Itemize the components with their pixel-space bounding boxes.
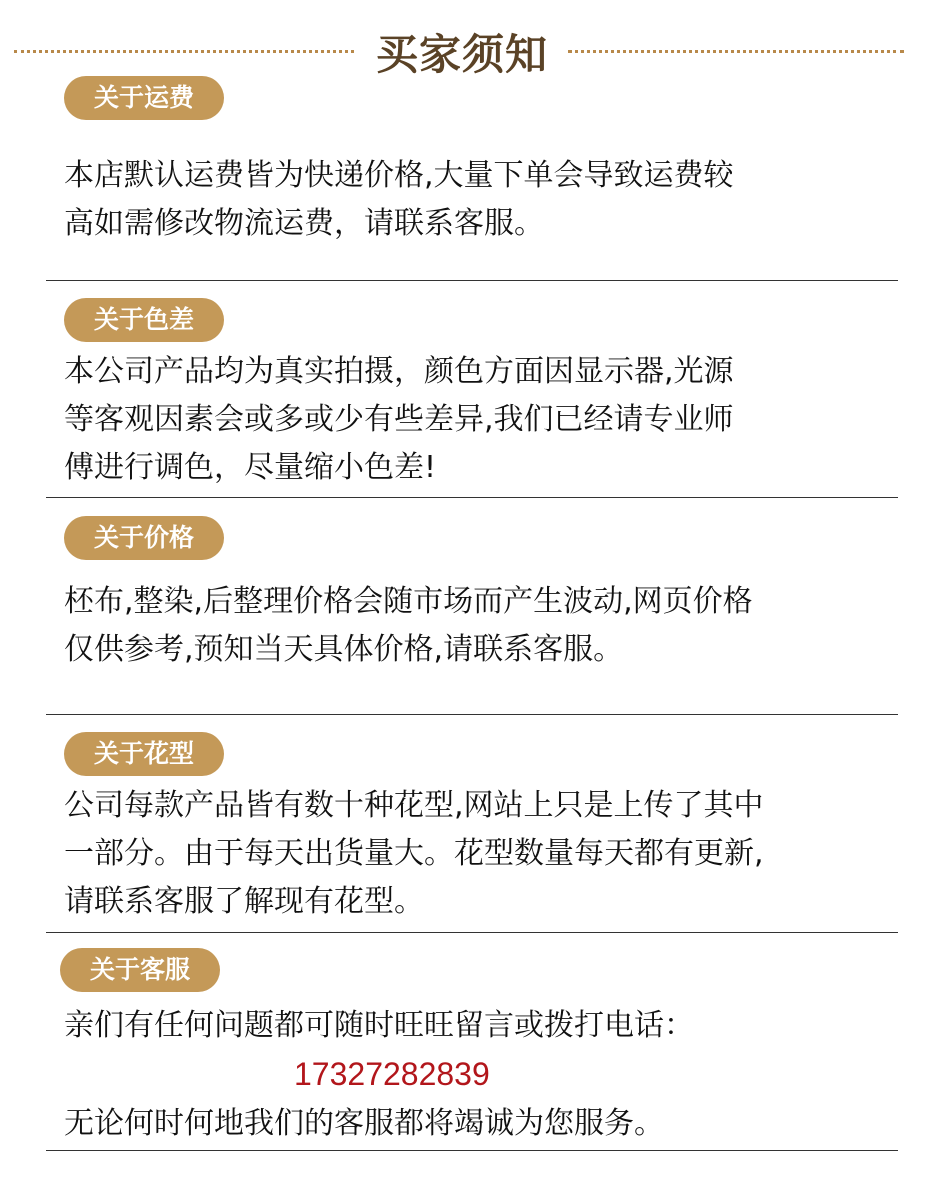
color-line-1: 本公司产品均为真实拍摄，颜色方面因显示器,光源 [64, 354, 734, 389]
divider [46, 1150, 898, 1151]
service-text-1: 亲们有任何问题都可随时旺旺留言或拨打电话： [64, 1008, 694, 1043]
dotted-line-right [568, 50, 904, 53]
page-title: 买家须知 [375, 30, 548, 79]
pattern-line-2: 一部分。由于每天出货量大。花型数量每天都有更新, [64, 836, 764, 871]
shipping-text [64, 152, 900, 248]
badge-color-difference: 关于色差 [64, 298, 224, 342]
badge-pattern: 关于花型 [64, 732, 224, 776]
phone-number: 17327282839 [294, 1056, 490, 1092]
dotted-line-left [14, 50, 354, 53]
price-text [64, 578, 900, 674]
badge-customer-service: 关于客服 [60, 948, 220, 992]
shipping-line-2: 高如需修改物流运费，请联系客服。 [64, 206, 544, 241]
divider [46, 280, 898, 281]
pattern-line-3: 请联系客服了解现有花型。 [64, 884, 424, 919]
badge-shipping: 关于运费 [64, 76, 224, 120]
price-line-1: 柸布,整染,后整理价格会随市场而产生波动,网页价格 [64, 584, 753, 619]
divider [46, 714, 898, 715]
price-line-2: 仅供参考,预知当天具体价格,请联系客服。 [64, 632, 624, 667]
color-line-2: 等客观因素会或多或少有些差异,我们已经请专业师 [64, 402, 734, 437]
shipping-line-1: 本店默认运费皆为快递价格,大量下单会导致运费较 [64, 158, 734, 193]
pattern-line-1: 公司每款产品皆有数十种花型,网站上只是上传了其中 [64, 788, 764, 823]
divider [46, 497, 898, 498]
service-text-2: 无论何时何地我们的客服都将竭诚为您服务。 [64, 1106, 664, 1141]
color-difference-text [64, 348, 900, 492]
color-line-3: 傅进行调色，尽量缩小色差! [64, 450, 437, 485]
pattern-text [64, 782, 900, 926]
divider [46, 932, 898, 933]
badge-price: 关于价格 [64, 516, 224, 560]
